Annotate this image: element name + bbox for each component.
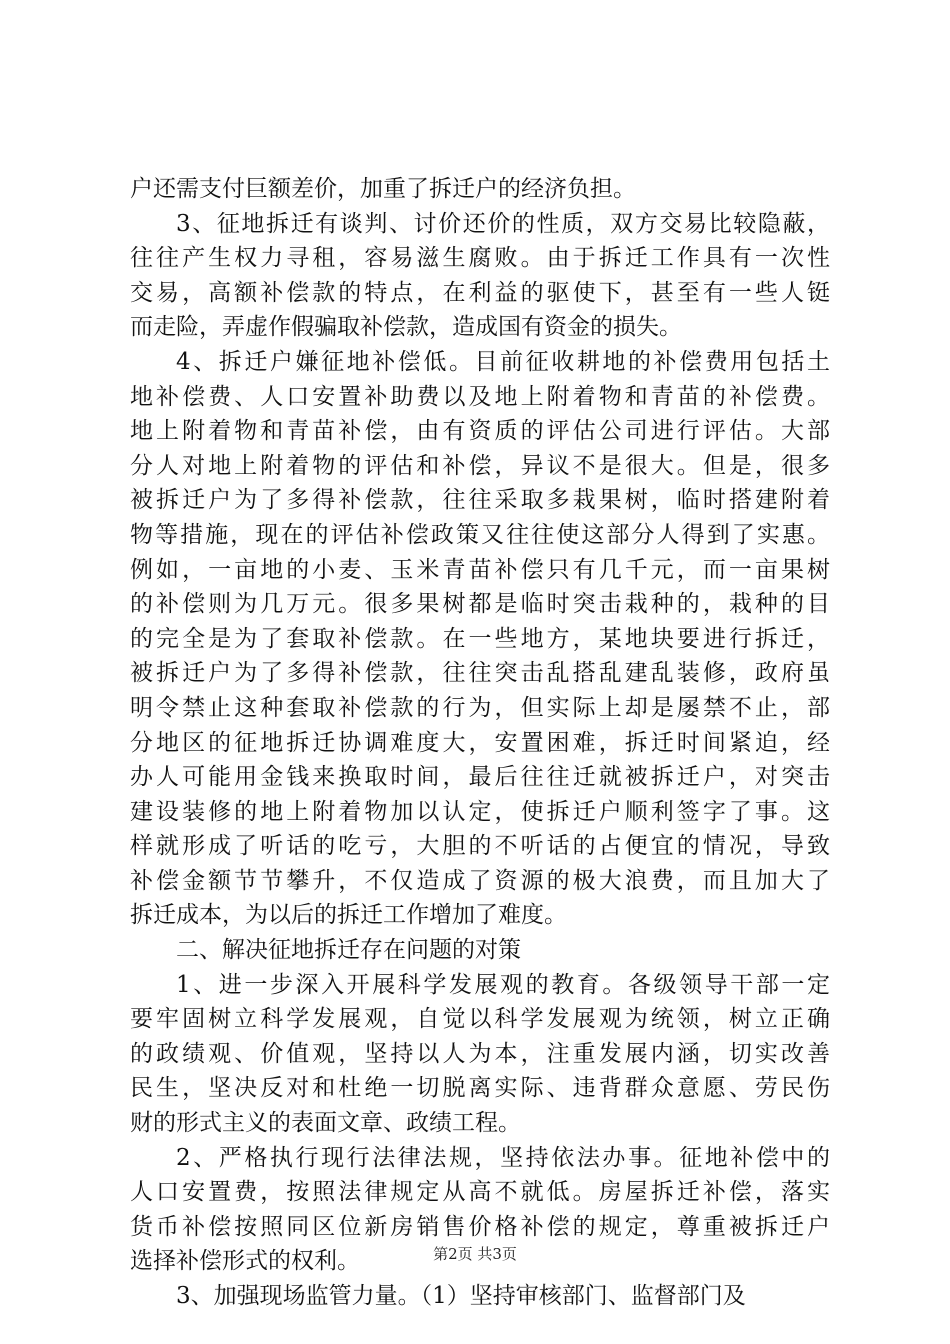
document-body [130, 172, 830, 1314]
text-line: 分地区的征地拆迁协调难度大，安置困难，拆迁时间紧迫，经 [130, 729, 830, 756]
text-line: 往往产生权力寻租，容易滋生腐败。由于拆迁工作具有一次性 [130, 245, 830, 272]
text-line: 例如，一亩地的小麦、玉米青苗补偿只有几千元，而一亩果树 [130, 556, 830, 583]
text-line: 要牢固树立科学发展观，自觉以科学发展观为统领，树立正确 [130, 1006, 830, 1033]
text-line: 补偿金额节节攀升，不仅造成了资源的极大浪费，而且加大了 [130, 867, 830, 894]
text-line: 交易，高额补偿款的特点，在利益的驱使下，甚至有一些人铤 [130, 279, 830, 306]
text-line: 的政绩观、价值观，坚持以人为本，注重发展内涵，切实改善 [130, 1040, 830, 1067]
text-line: 拆迁成本，为以后的拆迁工作增加了难度。 [130, 902, 567, 929]
text-line: 二、解决征地拆迁存在问题的对策 [176, 937, 521, 964]
text-line: 的补偿则为几万元。很多果树都是临时突击栽种的，栽种的目 [130, 591, 830, 618]
text-line: 办人可能用金钱来换取时间，最后往往迁就被拆迁户，对突击 [130, 764, 830, 791]
text-line: 1、进一步深入开展科学发展观的教育。各级领导干部一定 [176, 971, 830, 998]
text-line: 物等措施，现在的评估补偿政策又往往使这部分人得到了实惠。 [130, 521, 830, 548]
text-line: 地补偿费、人口安置补助费以及地上附着物和青苗的补偿费。 [130, 383, 830, 410]
text-line: 2、严格执行现行法律法规，坚持依法办事。征地补偿中的 [176, 1144, 830, 1171]
text-line: 财的形式主义的表面文章、政绩工程。 [130, 1110, 521, 1137]
text-line: 分人对地上附着物的评估和补偿，异议不是很大。但是，很多 [130, 452, 830, 479]
text-line: 4、拆迁户嫌征地补偿低。目前征收耕地的补偿费用包括土 [176, 348, 830, 375]
text-line: 建设装修的地上附着物加以认定，使拆迁户顺利签字了事。这 [130, 798, 830, 825]
text-line: 的完全是为了套取补偿款。在一些地方，某地块要进行拆迁， [130, 625, 830, 652]
text-line: 而走险，弄虚作假骗取补偿款，造成国有资金的损失。 [130, 314, 682, 341]
text-line: 户还需支付巨额差价，加重了拆迁户的经济负担。 [130, 176, 636, 202]
text-line: 民生，坚决反对和杜绝一切脱离实际、违背群众意愿、劳民伤 [130, 1075, 830, 1102]
text-line: 人口安置费，按照法律规定从高不就低。房屋拆迁补偿，落实 [130, 1179, 830, 1206]
text-line: 样就形成了听话的吃亏，大胆的不听话的占便宜的情况，导致 [130, 833, 830, 860]
text-line: 地上附着物和青苗补偿，由有资质的评估公司进行评估。大部 [130, 418, 830, 445]
page-footer: 第2页 共3页 [433, 1245, 517, 1263]
text-line: 被拆迁户为了多得补偿款，往往采取多栽果树，临时搭建附着 [130, 487, 830, 514]
text-line: 被拆迁户为了多得补偿款，往往突击乱搭乱建乱装修，政府虽 [130, 660, 830, 687]
text-line: 3、征地拆迁有谈判、讨价还价的性质，双方交易比较隐蔽， [176, 210, 830, 237]
text-line: 明令禁止这种套取补偿款的行为，但实际上却是屡禁不止，部 [130, 694, 830, 721]
text-line: 3、加强现场监管力量。（1）坚持审核部门、监督部门及 [176, 1283, 746, 1309]
text-line: 选择补偿形式的权利。 [130, 1248, 360, 1275]
text-line: 货币补偿按照同区位新房销售价格补偿的规定，尊重被拆迁户 [130, 1213, 830, 1240]
